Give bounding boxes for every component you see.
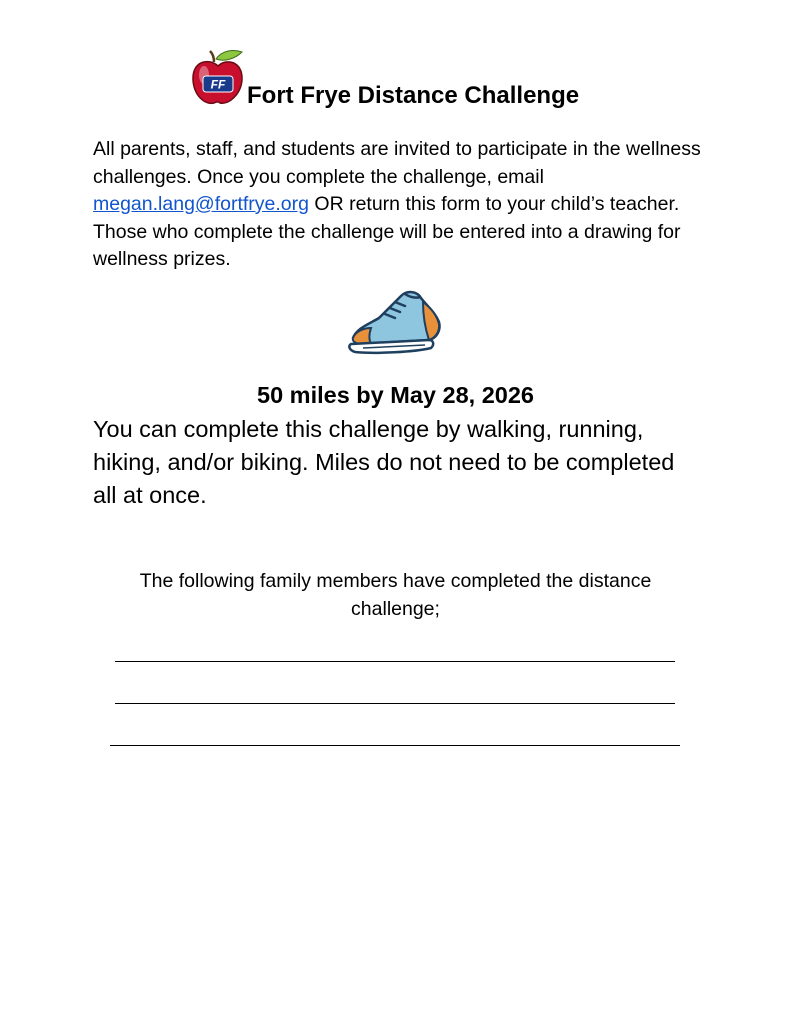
signature-line-3[interactable] (110, 745, 680, 746)
goal-heading: 50 miles by May 28, 2026 (257, 382, 534, 408)
email-link[interactable]: megan.lang@fortfrye.org (93, 193, 309, 215)
running-shoe-icon (345, 288, 445, 358)
challenge-details: You can complete this challenge by walking, running, hiking, and/or biking. Miles do not need to be completed all at once. (93, 416, 675, 508)
page-title: Fort Frye Distance Challenge (247, 82, 580, 109)
logo-monogram: FF (210, 77, 226, 92)
signature-line-2[interactable] (115, 703, 675, 704)
family-members-prompt: The following family members have completed the distance challenge; (139, 570, 652, 620)
intro-text-end: OR return this form to your child’s teacher. Those who complete the challenge will be entered into a drawing for wellness prizes. (93, 193, 681, 270)
intro-text-start: All parents, staff, and students are invited to participate in the wellness challenges. Once you complete the challenge, email (93, 138, 701, 188)
intro-paragraph (93, 136, 713, 274)
apple-logo-icon (190, 48, 246, 106)
signature-line-1[interactable] (115, 661, 675, 662)
